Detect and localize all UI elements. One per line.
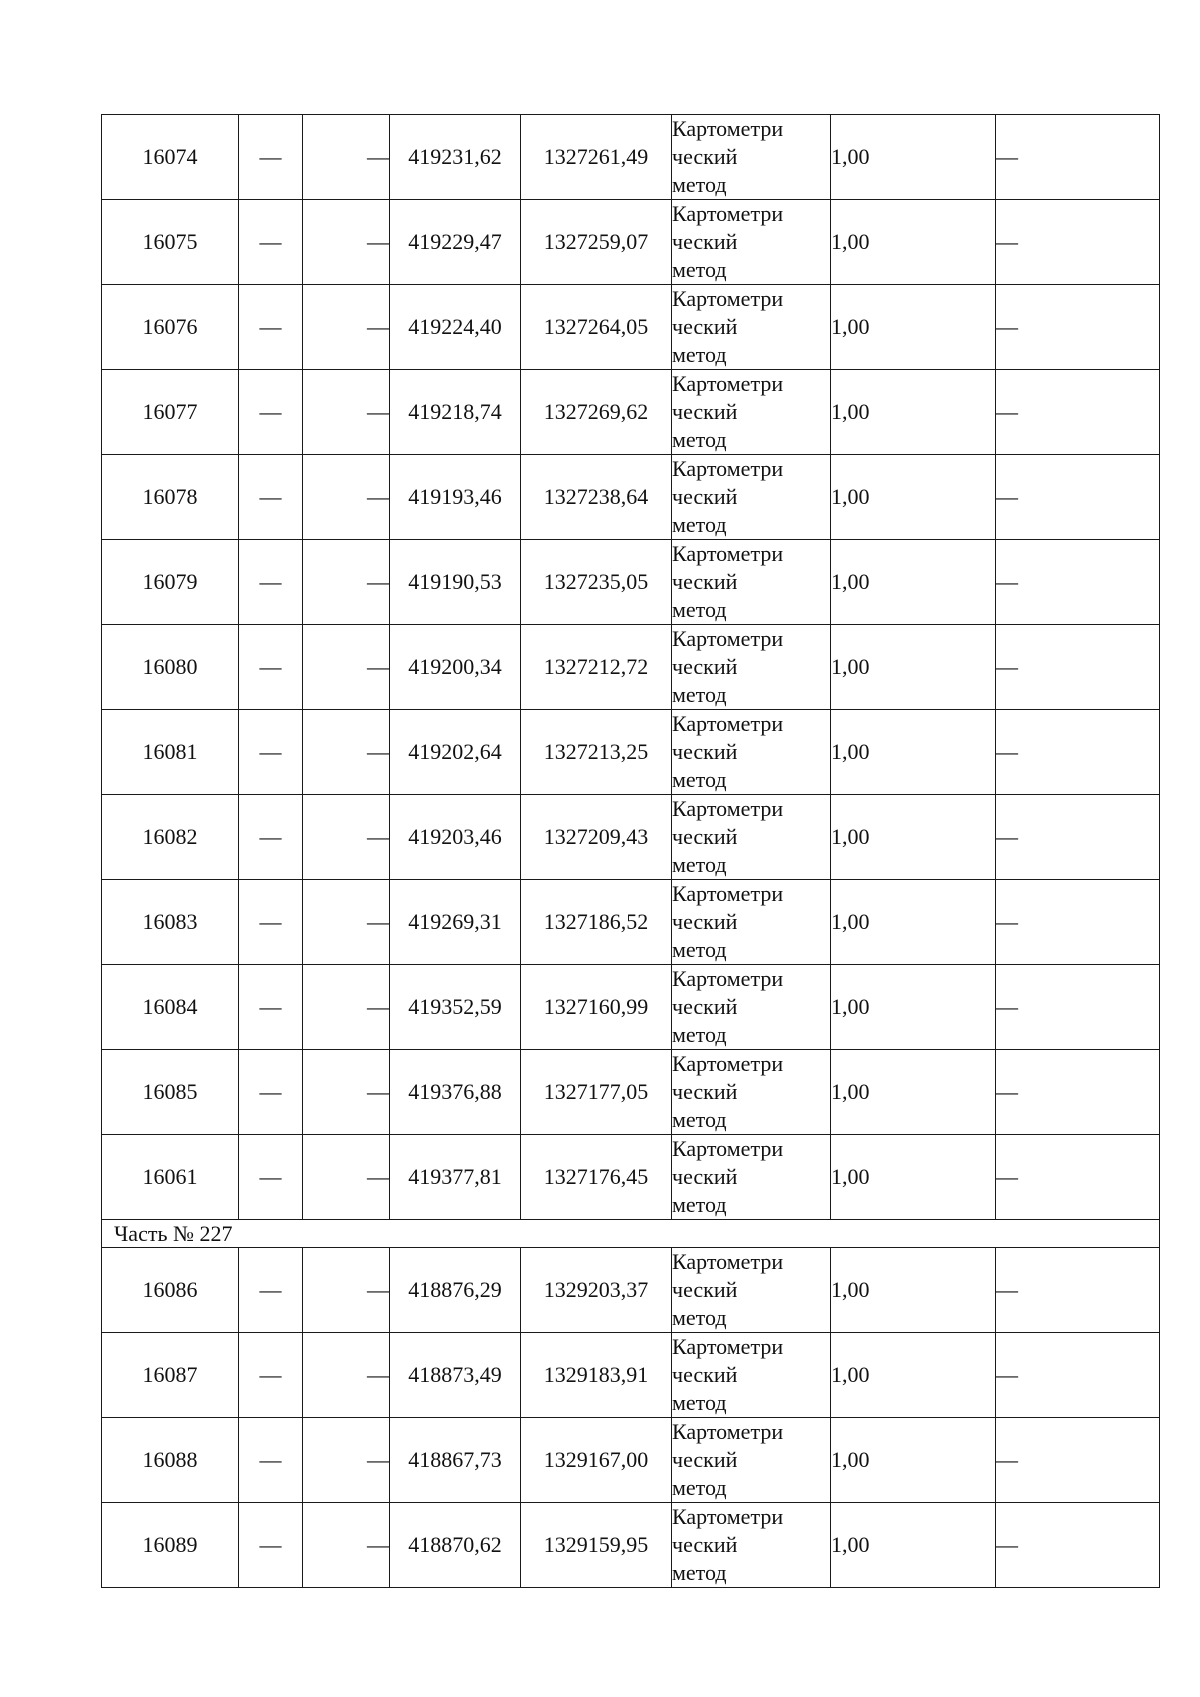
x-coordinate-cell: 419200,34 (390, 625, 521, 710)
empty-value-cell: — (303, 1333, 390, 1418)
method-line: ческий (672, 144, 738, 169)
table-row (102, 455, 1160, 540)
method-line: ческий (672, 1277, 738, 1302)
method-cell (672, 455, 831, 540)
accuracy-cell: 1,00 (831, 540, 996, 625)
empty-value-cell: — (996, 115, 1160, 200)
accuracy-cell: 1,00 (831, 880, 996, 965)
method-line: ческий (672, 739, 738, 764)
y-coordinate-cell: 1327261,49 (521, 115, 672, 200)
method-line: метод (672, 1022, 727, 1047)
empty-value-cell: — (996, 370, 1160, 455)
empty-value-cell: — (239, 540, 303, 625)
empty-value-cell: — (303, 710, 390, 795)
method-line: Картометри (672, 1051, 784, 1076)
y-coordinate-cell: 1327235,05 (521, 540, 672, 625)
coordinates-table (101, 114, 1160, 1588)
method-line: Картометри (672, 201, 784, 226)
y-coordinate-cell: 1327176,45 (521, 1135, 672, 1220)
point-number-cell: 16077 (102, 370, 239, 455)
empty-value-cell: — (239, 200, 303, 285)
x-coordinate-cell: 418870,62 (390, 1503, 521, 1588)
method-line: метод (672, 1560, 727, 1585)
method-line: метод (672, 512, 727, 537)
table-row (102, 1418, 1160, 1503)
empty-value-cell: — (303, 625, 390, 710)
method-line: Картометри (672, 1419, 784, 1444)
accuracy-cell: 1,00 (831, 710, 996, 795)
table-row (102, 1503, 1160, 1588)
table-row (102, 710, 1160, 795)
empty-value-cell: — (996, 880, 1160, 965)
y-coordinate-cell: 1327212,72 (521, 625, 672, 710)
point-number-cell: 16089 (102, 1503, 239, 1588)
empty-value-cell: — (239, 1248, 303, 1333)
method-line: метод (672, 1107, 727, 1132)
empty-value-cell: — (996, 1503, 1160, 1588)
method-cell (672, 1503, 831, 1588)
y-coordinate-cell: 1327177,05 (521, 1050, 672, 1135)
point-number-cell: 16087 (102, 1333, 239, 1418)
method-cell (672, 370, 831, 455)
y-coordinate-cell: 1327160,99 (521, 965, 672, 1050)
accuracy-cell: 1,00 (831, 370, 996, 455)
method-line: метод (672, 1390, 727, 1415)
method-line: метод (672, 172, 727, 197)
method-cell (672, 710, 831, 795)
x-coordinate-cell: 419218,74 (390, 370, 521, 455)
point-number-cell: 16076 (102, 285, 239, 370)
empty-value-cell: — (303, 795, 390, 880)
x-coordinate-cell: 419231,62 (390, 115, 521, 200)
table-row (102, 285, 1160, 370)
method-cell (672, 1050, 831, 1135)
method-cell (672, 285, 831, 370)
method-line: метод (672, 342, 727, 367)
accuracy-cell: 1,00 (831, 1418, 996, 1503)
table-row (102, 370, 1160, 455)
empty-value-cell: — (239, 1418, 303, 1503)
point-number-cell: 16061 (102, 1135, 239, 1220)
accuracy-cell: 1,00 (831, 285, 996, 370)
empty-value-cell: — (996, 1050, 1160, 1135)
empty-value-cell: — (239, 710, 303, 795)
method-cell (672, 1418, 831, 1503)
empty-value-cell: — (239, 115, 303, 200)
x-coordinate-cell: 419352,59 (390, 965, 521, 1050)
x-coordinate-cell: 419190,53 (390, 540, 521, 625)
y-coordinate-cell: 1329203,37 (521, 1248, 672, 1333)
method-line: метод (672, 257, 727, 282)
point-number-cell: 16083 (102, 880, 239, 965)
empty-value-cell: — (996, 455, 1160, 540)
point-number-cell: 16082 (102, 795, 239, 880)
accuracy-cell: 1,00 (831, 965, 996, 1050)
x-coordinate-cell: 419202,64 (390, 710, 521, 795)
accuracy-cell: 1,00 (831, 1333, 996, 1418)
point-number-cell: 16085 (102, 1050, 239, 1135)
point-number-cell: 16079 (102, 540, 239, 625)
accuracy-cell: 1,00 (831, 455, 996, 540)
empty-value-cell: — (303, 1248, 390, 1333)
point-number-cell: 16088 (102, 1418, 239, 1503)
x-coordinate-cell: 419224,40 (390, 285, 521, 370)
method-cell (672, 200, 831, 285)
x-coordinate-cell: 419193,46 (390, 455, 521, 540)
accuracy-cell: 1,00 (831, 115, 996, 200)
y-coordinate-cell: 1327269,62 (521, 370, 672, 455)
x-coordinate-cell: 419203,46 (390, 795, 521, 880)
method-line: Картометри (672, 541, 784, 566)
empty-value-cell: — (303, 540, 390, 625)
method-line: ческий (672, 1079, 738, 1104)
accuracy-cell: 1,00 (831, 795, 996, 880)
method-cell (672, 965, 831, 1050)
method-line: ческий (672, 824, 738, 849)
method-line: ческий (672, 399, 738, 424)
empty-value-cell: — (996, 285, 1160, 370)
method-line: ческий (672, 314, 738, 339)
method-line: метод (672, 852, 727, 877)
empty-value-cell: — (239, 880, 303, 965)
empty-value-cell: — (996, 1333, 1160, 1418)
method-line: метод (672, 597, 727, 622)
method-line: метод (672, 1305, 727, 1330)
x-coordinate-cell: 418867,73 (390, 1418, 521, 1503)
part-label: Часть № 227 (102, 1220, 1160, 1248)
empty-value-cell: — (996, 795, 1160, 880)
accuracy-cell: 1,00 (831, 1135, 996, 1220)
y-coordinate-cell: 1329167,00 (521, 1418, 672, 1503)
method-line: Картометри (672, 881, 784, 906)
method-line: ческий (672, 1447, 738, 1472)
empty-value-cell: — (303, 455, 390, 540)
table-row (102, 965, 1160, 1050)
method-line: Картометри (672, 711, 784, 736)
accuracy-cell: 1,00 (831, 1248, 996, 1333)
table-row (102, 625, 1160, 710)
accuracy-cell: 1,00 (831, 1503, 996, 1588)
method-line: Картометри (672, 796, 784, 821)
method-line: Картометри (672, 1504, 784, 1529)
method-line: метод (672, 937, 727, 962)
y-coordinate-cell: 1327238,64 (521, 455, 672, 540)
table-body (102, 115, 1160, 1588)
method-line: Картометри (672, 626, 784, 651)
method-cell (672, 625, 831, 710)
method-line: Картометри (672, 1136, 784, 1161)
x-coordinate-cell: 419229,47 (390, 200, 521, 285)
empty-value-cell: — (303, 370, 390, 455)
y-coordinate-cell: 1327264,05 (521, 285, 672, 370)
method-line: ческий (672, 484, 738, 509)
method-line: ческий (672, 909, 738, 934)
empty-value-cell: — (996, 625, 1160, 710)
method-line: ческий (672, 569, 738, 594)
method-line: Картометри (672, 456, 784, 481)
empty-value-cell: — (239, 285, 303, 370)
accuracy-cell: 1,00 (831, 625, 996, 710)
point-number-cell: 16075 (102, 200, 239, 285)
empty-value-cell: — (303, 1418, 390, 1503)
x-coordinate-cell: 418876,29 (390, 1248, 521, 1333)
empty-value-cell: — (303, 1503, 390, 1588)
method-cell (672, 880, 831, 965)
point-number-cell: 16086 (102, 1248, 239, 1333)
method-line: Картометри (672, 286, 784, 311)
point-number-cell: 16078 (102, 455, 239, 540)
y-coordinate-cell: 1327209,43 (521, 795, 672, 880)
x-coordinate-cell: 419269,31 (390, 880, 521, 965)
empty-value-cell: — (303, 1050, 390, 1135)
table-row (102, 1248, 1160, 1333)
empty-value-cell: — (303, 965, 390, 1050)
point-number-cell: 16084 (102, 965, 239, 1050)
empty-value-cell: — (239, 795, 303, 880)
table-row (102, 1333, 1160, 1418)
method-line: Картометри (672, 1249, 784, 1274)
empty-value-cell: — (239, 1050, 303, 1135)
method-line: метод (672, 427, 727, 452)
method-line: ческий (672, 1164, 738, 1189)
method-line: ческий (672, 229, 738, 254)
method-cell (672, 1333, 831, 1418)
empty-value-cell: — (303, 880, 390, 965)
method-line: Картометри (672, 1334, 784, 1359)
accuracy-cell: 1,00 (831, 200, 996, 285)
empty-value-cell: — (239, 1503, 303, 1588)
point-number-cell: 16081 (102, 710, 239, 795)
table-row (102, 540, 1160, 625)
y-coordinate-cell: 1327213,25 (521, 710, 672, 795)
table-row (102, 795, 1160, 880)
method-cell (672, 795, 831, 880)
table-row (102, 880, 1160, 965)
table-row (102, 1135, 1160, 1220)
empty-value-cell: — (303, 285, 390, 370)
empty-value-cell: — (996, 965, 1160, 1050)
method-line: Картометри (672, 371, 784, 396)
empty-value-cell: — (996, 710, 1160, 795)
empty-value-cell: — (239, 455, 303, 540)
empty-value-cell: — (996, 200, 1160, 285)
method-line: Картометри (672, 966, 784, 991)
x-coordinate-cell: 418873,49 (390, 1333, 521, 1418)
empty-value-cell: — (996, 540, 1160, 625)
empty-value-cell: — (303, 115, 390, 200)
y-coordinate-cell: 1329159,95 (521, 1503, 672, 1588)
method-line: ческий (672, 994, 738, 1019)
point-number-cell: 16080 (102, 625, 239, 710)
y-coordinate-cell: 1327259,07 (521, 200, 672, 285)
empty-value-cell: — (303, 1135, 390, 1220)
method-line: ческий (672, 1532, 738, 1557)
method-line: ческий (672, 654, 738, 679)
method-cell (672, 1135, 831, 1220)
empty-value-cell: — (239, 370, 303, 455)
x-coordinate-cell: 419376,88 (390, 1050, 521, 1135)
method-line: метод (672, 1475, 727, 1500)
table-row (102, 200, 1160, 285)
empty-value-cell: — (996, 1418, 1160, 1503)
point-number-cell: 16074 (102, 115, 239, 200)
y-coordinate-cell: 1327186,52 (521, 880, 672, 965)
empty-value-cell: — (239, 1333, 303, 1418)
method-line: метод (672, 682, 727, 707)
empty-value-cell: — (996, 1248, 1160, 1333)
empty-value-cell: — (996, 1135, 1160, 1220)
y-coordinate-cell: 1329183,91 (521, 1333, 672, 1418)
accuracy-cell: 1,00 (831, 1050, 996, 1135)
method-cell (672, 115, 831, 200)
method-cell (672, 1248, 831, 1333)
method-line: Картометри (672, 116, 784, 141)
part-header-row (102, 1220, 1160, 1248)
table-row (102, 115, 1160, 200)
method-line: ческий (672, 1362, 738, 1387)
empty-value-cell: — (239, 1135, 303, 1220)
x-coordinate-cell: 419377,81 (390, 1135, 521, 1220)
table-row (102, 1050, 1160, 1135)
method-cell (672, 540, 831, 625)
empty-value-cell: — (303, 200, 390, 285)
method-line: метод (672, 1192, 727, 1217)
empty-value-cell: — (239, 625, 303, 710)
empty-value-cell: — (239, 965, 303, 1050)
method-line: метод (672, 767, 727, 792)
